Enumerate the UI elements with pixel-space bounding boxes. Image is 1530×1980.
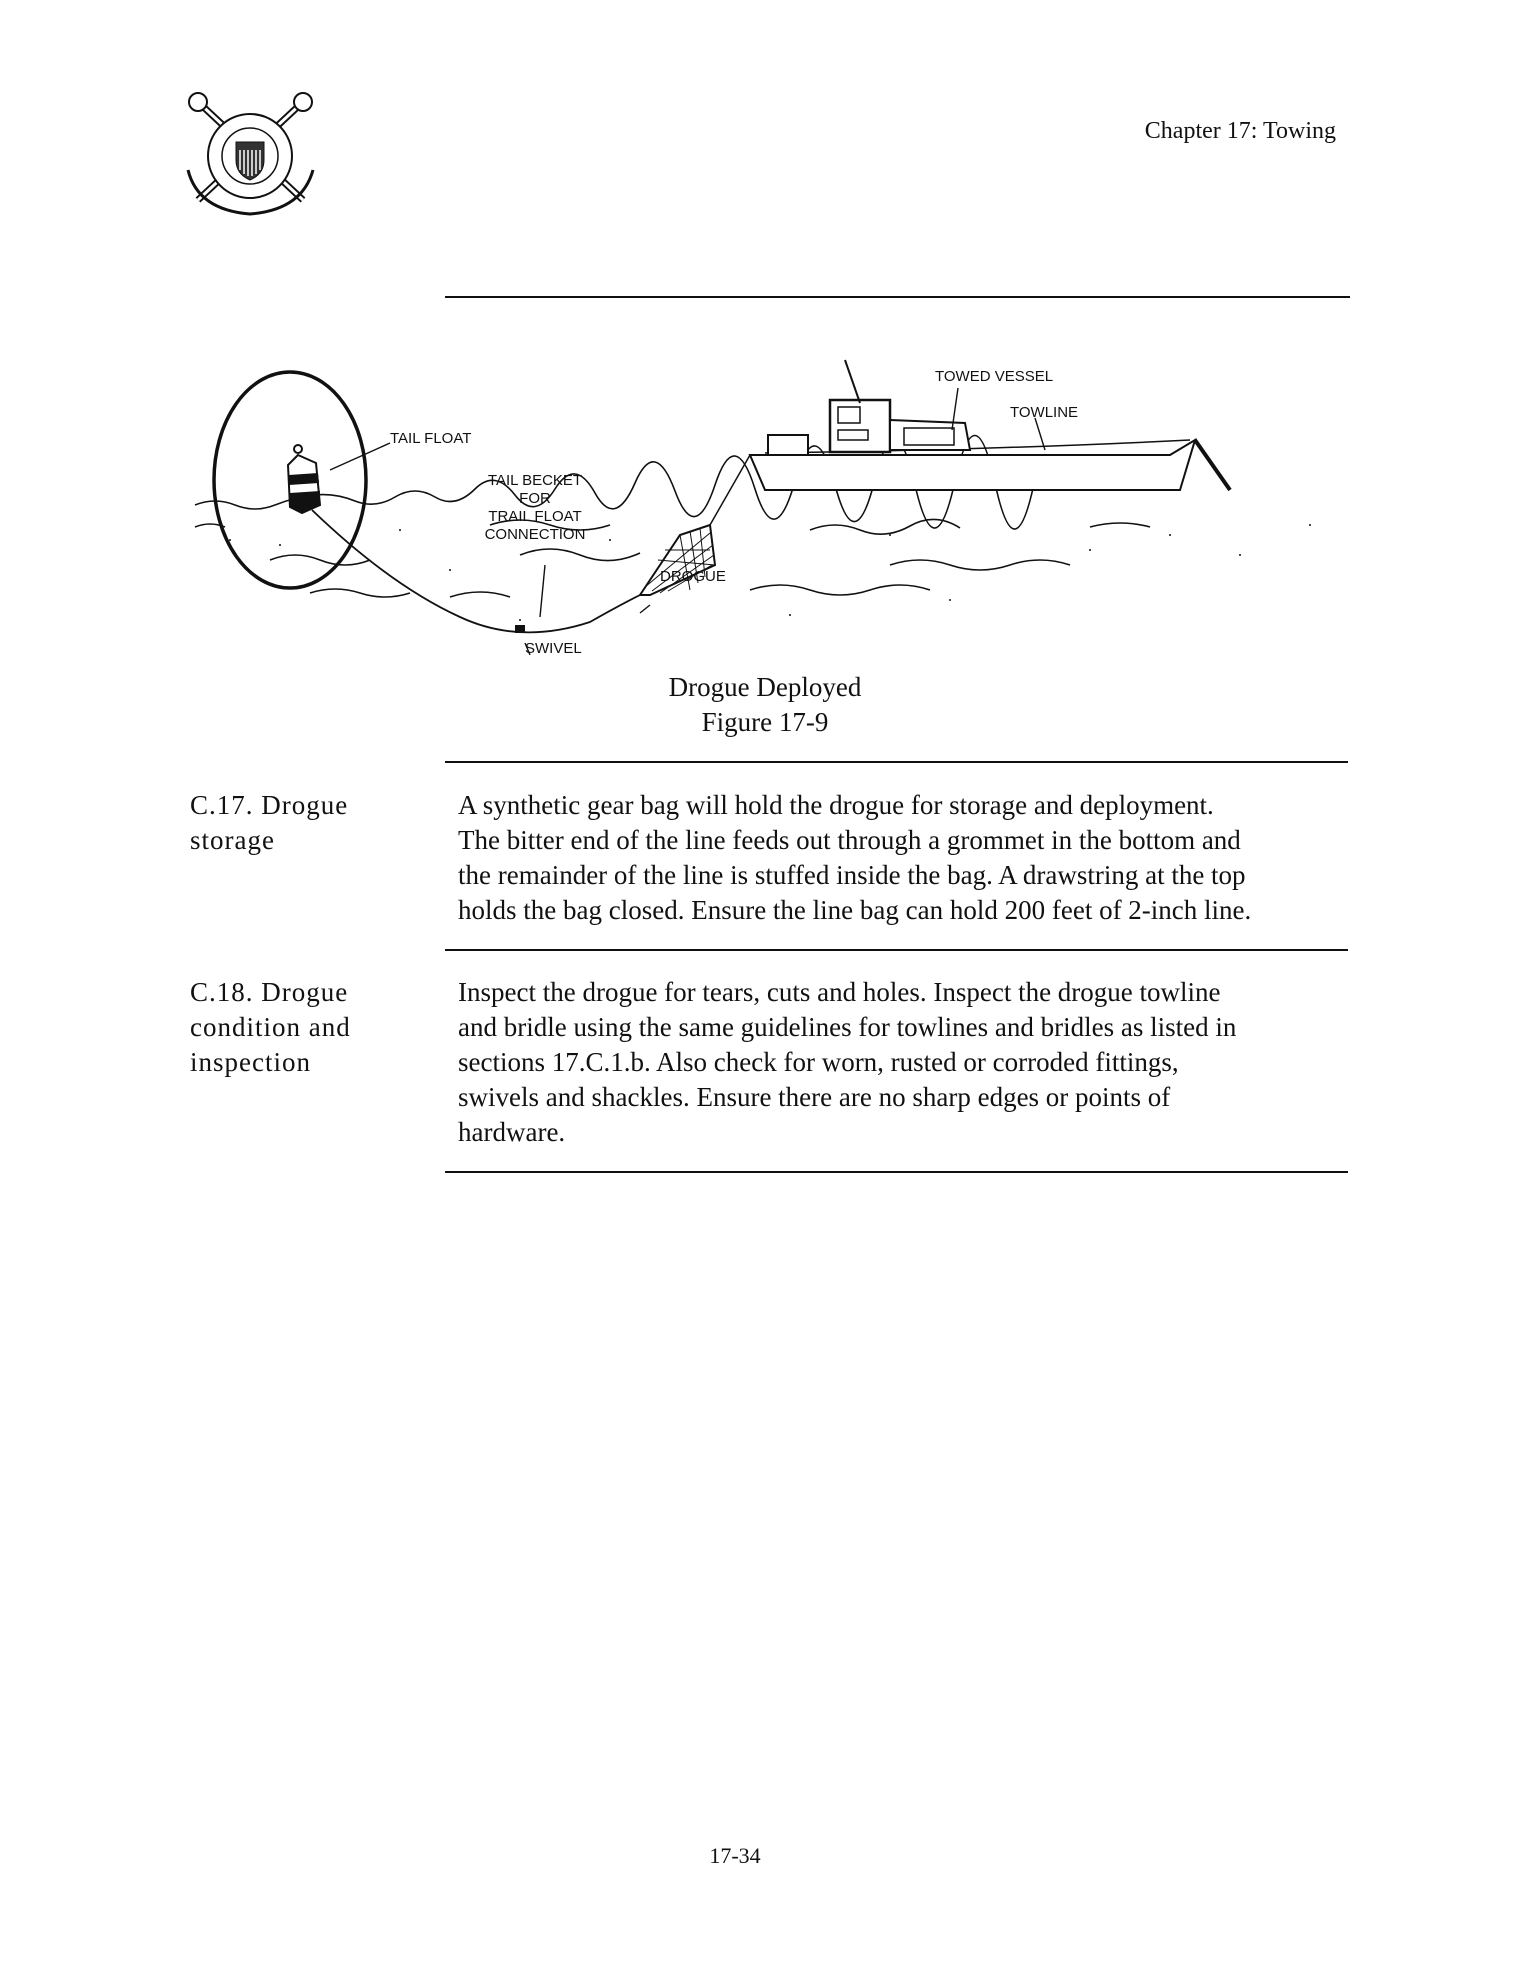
label-tail-becket: FOR: [519, 490, 551, 507]
figure-number: Figure 17-9: [701, 707, 829, 737]
divider: [445, 949, 1348, 951]
divider: [445, 1171, 1348, 1173]
section-label-line: inspection: [190, 1047, 311, 1077]
label-tail-becket: CONNECTION: [484, 526, 586, 543]
body-line: the remainder of the line is stuffed inside the bag. A drawstring at the top: [458, 860, 1246, 890]
section-label-line: condition and: [190, 1012, 351, 1042]
body-line: and bridle using the same guidelines for towlines and bridles as listed in: [458, 1012, 1237, 1042]
body-line: hardware.: [458, 1117, 566, 1147]
coast-guard-logo: [178, 90, 323, 218]
drogue-figure: [190, 355, 1340, 655]
section-label-line: storage: [190, 825, 275, 855]
section-label-line: C.18. Drogue: [190, 977, 349, 1007]
section-label: [190, 788, 348, 858]
figure-caption: Drogue Deployed: [668, 672, 862, 702]
page-number: 17-34: [709, 1843, 761, 1868]
chapter-header: Chapter 17: Towing: [1144, 118, 1336, 144]
label-swivel-visible: SWIVEL: [525, 640, 582, 655]
section-body: [458, 975, 1358, 1150]
label-tail-float: TAIL FLOAT: [390, 430, 472, 447]
body-line: The bitter end of the line feeds out through a grommet in the bottom and: [458, 825, 1241, 855]
label-tail-becket: TAIL BECKET: [487, 472, 583, 489]
body-line: swivels and shackles. Ensure there are no sharp edges or points of: [458, 1082, 1171, 1112]
divider: [445, 296, 1350, 298]
body-line: holds the bag closed. Ensure the line bag can hold 200 feet of 2-inch line.: [458, 895, 1252, 925]
body-line: Inspect the drogue for tears, cuts and holes. Inspect the drogue towline: [458, 977, 1221, 1007]
body-line: sections 17.C.1.b. Also check for worn, rusted or corroded fittings,: [458, 1047, 1179, 1077]
label-tail-becket: TRAIL FLOAT: [488, 508, 582, 525]
label-drogue: DROGUE: [660, 568, 726, 585]
body-line: A synthetic gear bag will hold the drogue for storage and deployment.: [458, 790, 1214, 820]
divider: [445, 761, 1348, 763]
label-towed-vessel: TOWED VESSEL: [935, 368, 1054, 385]
section-body: [458, 788, 1358, 928]
section-label-line: C.17. Drogue: [190, 790, 349, 820]
section-label: [190, 975, 351, 1080]
coast-guard-seal-icon: [178, 90, 323, 218]
label-towline: TOWLINE: [1010, 404, 1079, 421]
